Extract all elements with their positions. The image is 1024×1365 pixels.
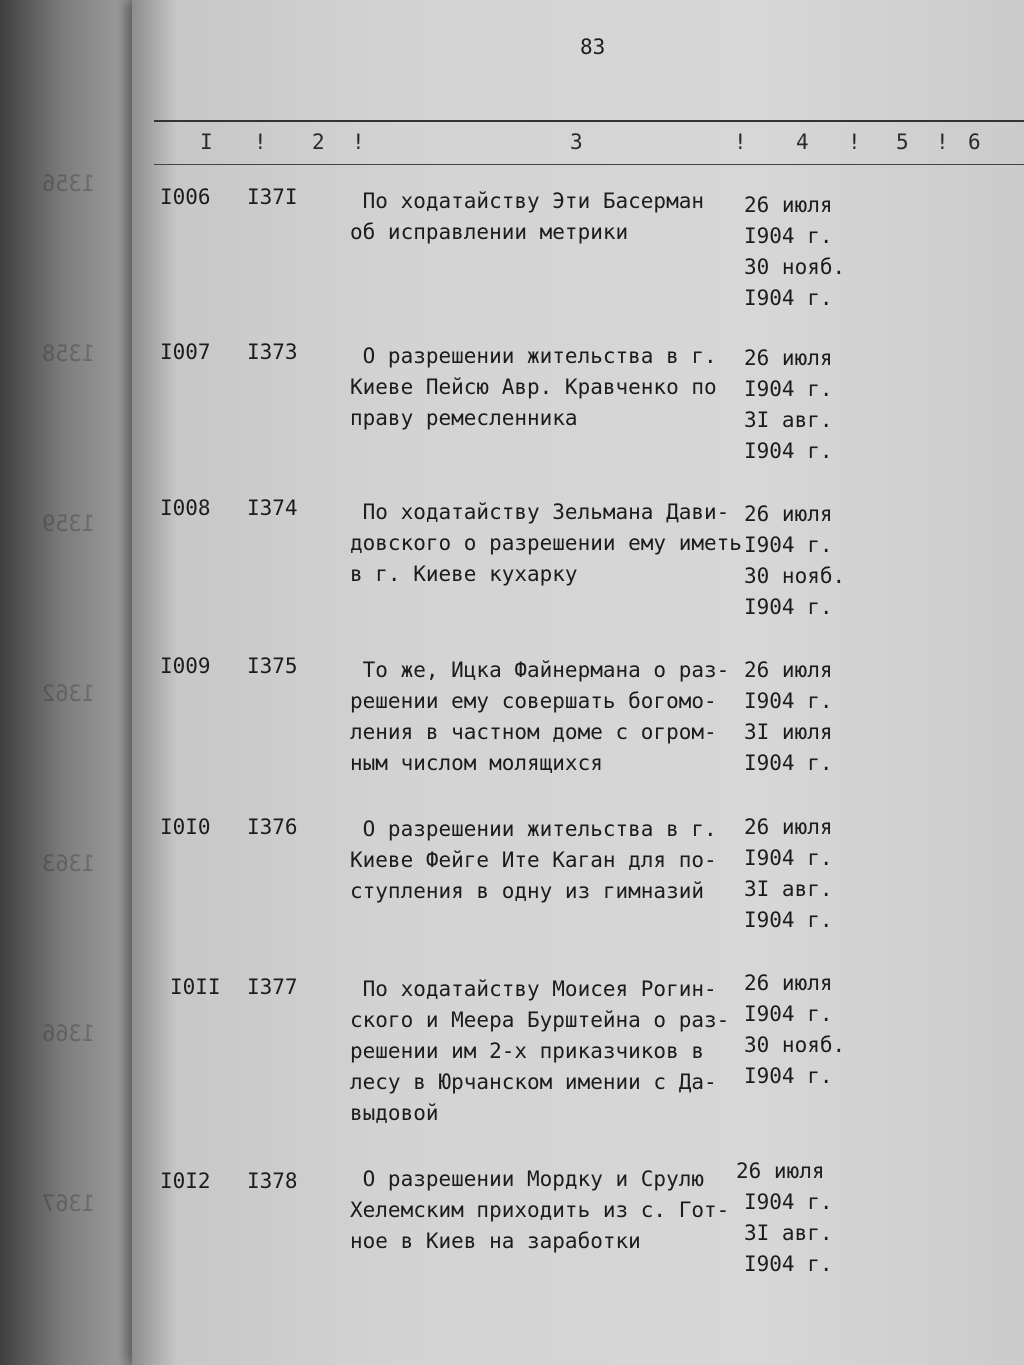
date-line: 26 июля (744, 346, 833, 370)
date-line: 26 июля (744, 193, 833, 217)
header-col-1: I (200, 130, 213, 154)
header-separator: ! (848, 130, 861, 154)
show-through-text: 1366 (42, 1022, 95, 1047)
date-line: I904 г. (744, 377, 833, 401)
table-row (132, 968, 1024, 1138)
header-col-4: 4 (796, 130, 809, 154)
date-line: I904 г. (744, 1252, 833, 1276)
date-line: 26 июля (744, 971, 833, 995)
entry-number: I0I0 (160, 815, 211, 839)
case-number: I375 (247, 654, 298, 678)
description-line: ского и Меера Бурштейна о раз- (350, 1008, 730, 1032)
description-line: ным числом молящихся (350, 751, 603, 775)
date-line: I904 г. (744, 1064, 833, 1088)
entry-number: I007 (160, 340, 211, 364)
entry-number: I006 (160, 185, 211, 209)
date-line: 3I авг. (744, 877, 833, 901)
description-line: По ходатайству Эти Басерман (350, 189, 705, 213)
date-line: I904 г. (744, 1190, 833, 1214)
show-through-text: 1367 (42, 1192, 95, 1217)
description-line: ное в Киев на заработки (350, 1229, 641, 1253)
date-line: 3I авг. (744, 1221, 833, 1245)
description-line: По ходатайству Зельмана Дави- (350, 500, 730, 524)
header-col-2: 2 (312, 130, 325, 154)
date-line: I904 г. (744, 689, 833, 713)
table-row (132, 1152, 1024, 1292)
case-number: I377 (247, 975, 298, 999)
case-number: I37I (247, 185, 298, 209)
date-line: 26 июля (744, 658, 833, 682)
date-line: 30 нояб. (744, 564, 846, 588)
date-line: 3I авг. (744, 408, 833, 432)
entry-number: I008 (160, 496, 211, 520)
description-line: праву ремесленника (350, 406, 578, 430)
header-separator: ! (734, 130, 747, 154)
date-line: 26 июля (736, 1159, 825, 1183)
description-line: Хелемским приходить из с. Гот- (350, 1198, 730, 1222)
description-line: ступления в одну из гимназий (350, 879, 705, 903)
description-line: в г. Киеве кухарку (350, 562, 578, 586)
description-line: О разрешении Мордку и Срулю (350, 1167, 705, 1191)
date-line: I904 г. (744, 908, 833, 932)
header-col-3: 3 (570, 130, 583, 154)
table-row (132, 493, 1024, 633)
header-bottom-rule (154, 164, 1024, 165)
date-line: I904 г. (744, 595, 833, 619)
header-col-6: 6 (968, 130, 981, 154)
date-line: I904 г. (744, 286, 833, 310)
date-line: 26 июля (744, 815, 833, 839)
table-row (132, 651, 1024, 791)
case-number: I373 (247, 340, 298, 364)
description-line: об исправлении метрики (350, 220, 629, 244)
header-top-rule (154, 120, 1024, 122)
date-line: I904 г. (744, 751, 833, 775)
header-separator: ! (352, 130, 365, 154)
description-line: О разрешении жительства в г. (350, 817, 717, 841)
header-separator: ! (936, 130, 949, 154)
description-line: ления в частном доме с огром- (350, 720, 717, 744)
case-number: I374 (247, 496, 298, 520)
date-line: I904 г. (744, 439, 833, 463)
description-line: Киеве Фейге Ите Каган для по- (350, 848, 717, 872)
date-line: I904 г. (744, 224, 833, 248)
entry-number: I0I2 (160, 1169, 211, 1193)
date-line: I904 г. (744, 1002, 833, 1026)
description-line: Киеве Пейсю Авр. Кравченко по (350, 375, 717, 399)
show-through-text: 1359 (42, 512, 95, 537)
page-number: 83 (580, 35, 606, 59)
description-line: О разрешении жительства в г. (350, 344, 717, 368)
document-page (132, 0, 1024, 1365)
date-line: 26 июля (744, 502, 833, 526)
date-line: 30 нояб. (744, 255, 846, 279)
description-line: То же, Ицка Файнермана о раз- (350, 658, 730, 682)
description-line: выдовой (350, 1101, 439, 1125)
date-line: I904 г. (744, 846, 833, 870)
date-line: I904 г. (744, 533, 833, 557)
show-through-text: 1356 (42, 172, 95, 197)
table-row (132, 337, 1024, 477)
case-number: I376 (247, 815, 298, 839)
previous-page-edge (0, 0, 140, 1365)
show-through-text: 1363 (42, 852, 95, 877)
header-col-5: 5 (896, 130, 909, 154)
table-row (132, 182, 1024, 322)
date-line: 30 нояб. (744, 1033, 846, 1057)
table-row (132, 812, 1024, 952)
description-line: лесу в Юрчанском имении с Да- (350, 1070, 717, 1094)
case-number: I378 (247, 1169, 298, 1193)
description-line: решении им 2-х приказчиков в (350, 1039, 705, 1063)
entry-number: I0II (170, 975, 221, 999)
date-line: 3I июля (744, 720, 833, 744)
description-line: решении ему совершать богомо- (350, 689, 717, 713)
entry-number: I009 (160, 654, 211, 678)
header-separator: ! (254, 130, 267, 154)
description-line: По ходатайству Моисея Рогин- (350, 977, 717, 1001)
show-through-text: 1362 (42, 682, 95, 707)
show-through-text: 1358 (42, 342, 95, 367)
description-line: довского о разрешении ему иметь (350, 531, 742, 555)
